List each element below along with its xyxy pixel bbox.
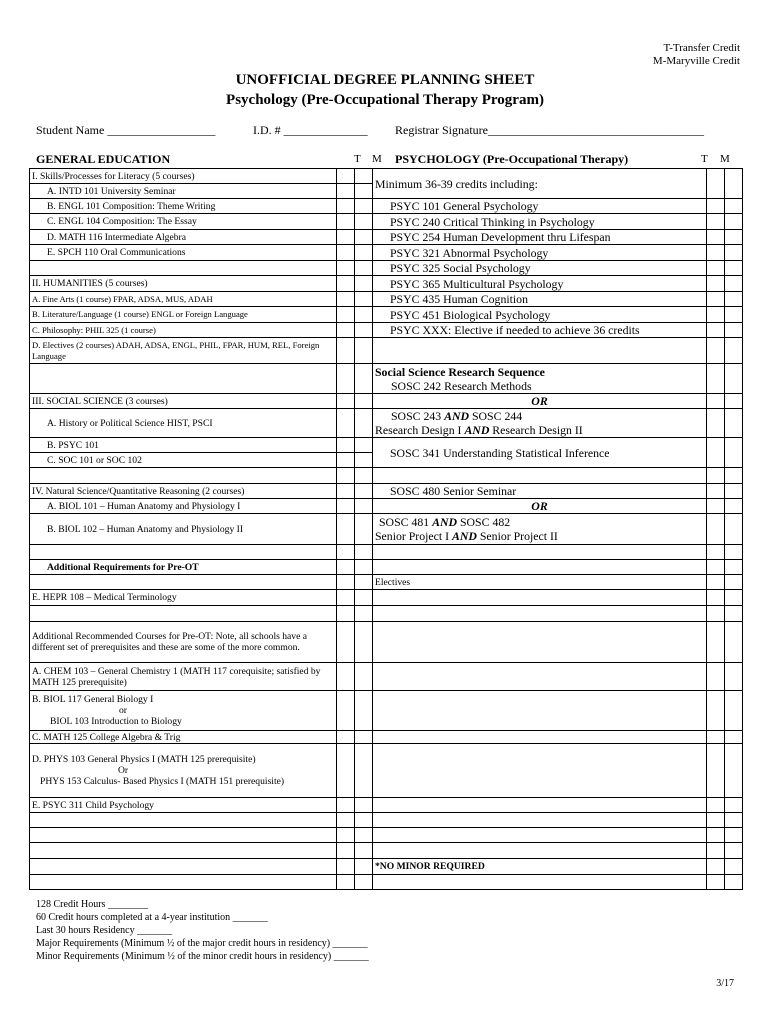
credit-legend: [653, 42, 740, 68]
psych-blank-row: [373, 560, 707, 575]
m-checkbox[interactable]: [725, 307, 743, 323]
gen-ed-row: A. History or Political Science HIST, PSCI: [30, 409, 337, 438]
sheet-title: UNOFFICIAL DEGREE PLANNING SHEET: [235, 72, 535, 88]
t-checkbox[interactable]: [337, 438, 355, 453]
m-checkbox[interactable]: [725, 214, 743, 230]
gen-ed-m-header: M: [372, 153, 382, 165]
psych-row: PSYC 435 Human Cognition: [373, 292, 707, 307]
m-checkbox[interactable]: [725, 575, 743, 590]
t-checkbox[interactable]: [707, 338, 725, 364]
t-checkbox[interactable]: [337, 292, 355, 307]
m-checkbox[interactable]: [725, 875, 743, 890]
student-name-field[interactable]: Student Name __________________: [36, 123, 216, 137]
residency-field[interactable]: Last 30 hours Residency _______: [36, 925, 173, 936]
gen-ed-row: [30, 691, 337, 731]
psych-row: [373, 364, 707, 394]
psych-blank-row: [373, 731, 707, 744]
research-methods-course: SOSC 242 Research Methods: [391, 379, 532, 393]
or-label: OR: [373, 394, 707, 409]
t-checkbox[interactable]: [707, 691, 725, 731]
psych-blank-row: [373, 338, 707, 364]
t-checkbox[interactable]: [337, 828, 355, 843]
t-checkbox[interactable]: [707, 590, 725, 606]
gen-ed-blank-row: [30, 828, 337, 843]
m-checkbox[interactable]: [355, 575, 373, 590]
psych-row: PSYC XXX: Elective if needed to achieve 36 credits: [373, 323, 707, 338]
gen-ed-header: GENERAL EDUCATION: [36, 152, 171, 166]
or-label: or: [119, 705, 127, 716]
t-checkbox[interactable]: [707, 409, 725, 438]
student-id-field[interactable]: I.D. # ______________: [253, 123, 368, 137]
m-checkbox[interactable]: [355, 199, 373, 214]
t-checkbox[interactable]: [337, 590, 355, 606]
m-checkbox[interactable]: [355, 590, 373, 606]
t-checkbox[interactable]: [337, 394, 355, 409]
m-checkbox[interactable]: [725, 261, 743, 276]
m-checkbox[interactable]: [355, 453, 373, 468]
credit-summary: [36, 898, 369, 963]
t-checkbox[interactable]: [337, 453, 355, 468]
gen-ed-blank-row: [30, 468, 337, 484]
psych-row: [373, 409, 707, 438]
t-checkbox[interactable]: [337, 169, 355, 184]
m-checkbox[interactable]: [725, 663, 743, 691]
t-checkbox[interactable]: [337, 875, 355, 890]
t-checkbox[interactable]: [707, 813, 725, 828]
m-checkbox[interactable]: [355, 276, 373, 292]
gen-ed-row: C. SOC 101 or SOC 102: [30, 453, 337, 468]
m-checkbox[interactable]: [725, 169, 743, 199]
legend-maryville: M-Maryville Credit: [652, 55, 740, 67]
psych-row: Minimum 36-39 credits including:: [373, 169, 707, 199]
t-checkbox[interactable]: [707, 323, 725, 338]
m-checkbox[interactable]: [355, 394, 373, 409]
psych-blank-row: [373, 843, 707, 859]
m-checkbox[interactable]: [355, 828, 373, 843]
m-checkbox[interactable]: [355, 744, 373, 798]
t-checkbox[interactable]: [707, 575, 725, 590]
t-checkbox[interactable]: [337, 484, 355, 499]
biol-117-course: B. BIOL 117 General Biology I: [32, 694, 154, 705]
gen-ed-row: II. HUMANITIES (5 courses): [30, 276, 337, 292]
m-checkbox[interactable]: [355, 499, 373, 514]
m-checkbox[interactable]: [355, 214, 373, 230]
psych-blank-row: [373, 545, 707, 560]
m-checkbox[interactable]: [725, 409, 743, 438]
m-checkbox[interactable]: [355, 292, 373, 307]
t-checkbox[interactable]: [707, 468, 725, 484]
no-minor-note: *NO MINOR REQUIRED: [373, 859, 707, 875]
m-checkbox[interactable]: [725, 338, 743, 364]
m-checkbox[interactable]: [725, 499, 743, 514]
t-checkbox[interactable]: [707, 261, 725, 276]
t-checkbox[interactable]: [337, 731, 355, 744]
gen-ed-row: E. PSYC 311 Child Psychology: [30, 798, 337, 813]
t-checkbox[interactable]: [707, 276, 725, 292]
m-checkbox[interactable]: [355, 545, 373, 560]
total-credit-hours-field[interactable]: 128 Credit Hours ________: [36, 899, 148, 910]
recommended-courses-note: Additional Recommended Courses for Pre-OT: Note, all schools have a different set of prerequisites and these are some of the more common.: [30, 622, 337, 663]
gen-ed-row: D. Electives (2 courses) ADAH, ADSA, ENGL, PHIL, FPAR, HUM, REL, Foreign Language: [30, 338, 337, 364]
t-checkbox[interactable]: [707, 622, 725, 663]
t-checkbox[interactable]: [337, 245, 355, 261]
m-checkbox[interactable]: [355, 622, 373, 663]
m-checkbox[interactable]: [355, 663, 373, 691]
m-checkbox[interactable]: [725, 364, 743, 394]
phys-153-course: PHYS 153 Calculus- Based Physics I (MATH 151 prerequisite): [40, 776, 285, 787]
m-checkbox[interactable]: [725, 292, 743, 307]
m-checkbox[interactable]: [355, 606, 373, 622]
psych-t-header: T: [701, 153, 708, 165]
psych-row: PSYC 101 General Psychology: [373, 199, 707, 214]
psych-row: [373, 514, 707, 545]
biol-103-course: BIOL 103 Introduction to Biology: [50, 716, 182, 727]
t-checkbox[interactable]: [337, 606, 355, 622]
gen-ed-row: [30, 744, 337, 798]
t-checkbox[interactable]: [337, 261, 355, 276]
t-checkbox[interactable]: [707, 798, 725, 813]
m-checkbox[interactable]: [725, 859, 743, 875]
electives-row: Electives: [373, 575, 707, 590]
t-checkbox[interactable]: [707, 744, 725, 798]
gen-ed-blank-row: [30, 364, 337, 394]
psych-header: PSYCHOLOGY (Pre-Occupational Therapy): [395, 152, 629, 166]
t-checkbox[interactable]: [337, 409, 355, 438]
senior-project-courses: SOSC 481 AND SOSC 482: [379, 515, 511, 529]
t-checkbox[interactable]: [337, 859, 355, 875]
gen-ed-blank-row: [30, 606, 337, 622]
t-checkbox[interactable]: [337, 199, 355, 214]
gen-ed-blank-row: [30, 545, 337, 560]
gen-ed-row: E. SPCH 110 Oral Communications: [30, 245, 337, 261]
psych-blank-row: [373, 813, 707, 828]
gen-ed-row: A. INTD 101 University Seminar: [30, 184, 337, 199]
research-design-titles: Research Design I AND Research Design II: [375, 423, 583, 437]
t-checkbox[interactable]: [337, 798, 355, 813]
t-checkbox[interactable]: [707, 545, 725, 560]
m-checkbox[interactable]: [725, 731, 743, 744]
t-checkbox[interactable]: [707, 606, 725, 622]
m-checkbox[interactable]: [725, 545, 743, 560]
m-checkbox[interactable]: [725, 622, 743, 663]
psych-m-header: M: [720, 153, 730, 165]
t-checkbox[interactable]: [707, 307, 725, 323]
gen-ed-row: C. ENGL 104 Composition: The Essay: [30, 214, 337, 230]
m-checkbox[interactable]: [725, 199, 743, 214]
psych-blank-row: [373, 744, 707, 798]
gen-ed-row: A. Fine Arts (1 course) FPAR, ADSA, MUS, ADAH: [30, 292, 337, 307]
t-checkbox[interactable]: [707, 292, 725, 307]
t-checkbox[interactable]: [337, 323, 355, 338]
gen-ed-blank-row: [30, 261, 337, 276]
m-checkbox[interactable]: [725, 484, 743, 499]
m-checkbox[interactable]: [355, 468, 373, 484]
m-checkbox[interactable]: [355, 338, 373, 364]
or-label: Or: [117, 765, 129, 776]
t-checkbox[interactable]: [337, 813, 355, 828]
senior-project-titles: Senior Project I AND Senior Project II: [375, 529, 558, 543]
t-checkbox[interactable]: [707, 843, 725, 859]
gen-ed-blank-row: [30, 813, 337, 828]
psych-blank-row: [373, 606, 707, 622]
psych-blank-row: [373, 798, 707, 813]
psych-row: PSYC 254 Human Development thru Lifespan: [373, 230, 707, 245]
gen-ed-row: A. CHEM 103 – General Chemistry 1 (MATH 117 corequisite; satisfied by MATH 125 prerequisite): [30, 663, 337, 691]
m-checkbox[interactable]: [355, 307, 373, 323]
m-checkbox[interactable]: [355, 560, 373, 575]
m-checkbox[interactable]: [355, 409, 373, 438]
t-checkbox[interactable]: [337, 307, 355, 323]
gen-ed-row: B. Literature/Language (1 course) ENGL or Foreign Language: [30, 307, 337, 323]
psych-blank-row: [373, 828, 707, 843]
t-checkbox[interactable]: [707, 828, 725, 843]
gen-ed-row: A. BIOL 101 – Human Anatomy and Physiology I: [30, 499, 337, 514]
m-checkbox[interactable]: [725, 394, 743, 409]
m-checkbox[interactable]: [725, 744, 743, 798]
psych-blank-row: [373, 691, 707, 731]
t-checkbox[interactable]: [337, 560, 355, 575]
t-checkbox[interactable]: [337, 230, 355, 245]
page-number: 3/17: [716, 978, 734, 989]
gen-ed-row: D. MATH 116 Intermediate Algebra: [30, 230, 337, 245]
gen-ed-row: B. PSYC 101: [30, 438, 337, 453]
registrar-signature-field[interactable]: Registrar Signature____________________________________: [395, 123, 704, 137]
t-checkbox[interactable]: [337, 514, 355, 545]
t-checkbox[interactable]: [337, 184, 355, 199]
t-checkbox[interactable]: [707, 499, 725, 514]
t-checkbox[interactable]: [707, 230, 725, 245]
t-checkbox[interactable]: [337, 276, 355, 292]
gen-ed-row: B. BIOL 102 – Human Anatomy and Physiology II: [30, 514, 337, 545]
t-checkbox[interactable]: [707, 245, 725, 261]
m-checkbox[interactable]: [725, 323, 743, 338]
psych-row: PSYC 240 Critical Thinking in Psychology: [373, 214, 707, 230]
psych-row: SOSC 341 Understanding Statistical Inference: [373, 438, 707, 468]
m-checkbox[interactable]: [725, 438, 743, 468]
t-checkbox[interactable]: [707, 199, 725, 214]
psych-blank-row: [373, 590, 707, 606]
m-checkbox[interactable]: [725, 230, 743, 245]
t-checkbox[interactable]: [707, 875, 725, 890]
t-checkbox[interactable]: [707, 731, 725, 744]
psych-blank-row: [373, 663, 707, 691]
t-checkbox[interactable]: [707, 663, 725, 691]
m-checkbox[interactable]: [725, 276, 743, 292]
planning-grid: [29, 168, 743, 890]
m-checkbox[interactable]: [355, 184, 373, 199]
m-checkbox[interactable]: [725, 813, 743, 828]
m-checkbox[interactable]: [355, 364, 373, 394]
m-checkbox[interactable]: [355, 691, 373, 731]
gen-ed-row: IV. Natural Science/Quantitative Reasoning (2 courses): [30, 484, 337, 499]
psych-blank-row: [373, 622, 707, 663]
t-checkbox[interactable]: [337, 663, 355, 691]
gen-ed-row: III. SOCIAL SCIENCE (3 courses): [30, 394, 337, 409]
psych-blank-row: [373, 468, 707, 484]
gen-ed-row: C. Philosophy: PHIL 325 (1 course): [30, 323, 337, 338]
m-checkbox[interactable]: [355, 169, 373, 184]
t-checkbox[interactable]: [337, 744, 355, 798]
m-checkbox[interactable]: [355, 261, 373, 276]
legend-transfer: T-Transfer Credit: [663, 42, 740, 54]
m-checkbox[interactable]: [355, 731, 373, 744]
t-checkbox[interactable]: [707, 560, 725, 575]
t-checkbox[interactable]: [337, 843, 355, 859]
t-checkbox[interactable]: [707, 169, 725, 199]
psych-row: PSYC 325 Social Psychology: [373, 261, 707, 276]
gen-ed-blank-row: [30, 875, 337, 890]
m-checkbox[interactable]: [725, 245, 743, 261]
sheet-subtitle: Psychology (Pre-Occupational Therapy Program): [226, 92, 544, 108]
m-checkbox[interactable]: [725, 828, 743, 843]
m-checkbox[interactable]: [355, 323, 373, 338]
m-checkbox[interactable]: [725, 843, 743, 859]
m-checkbox[interactable]: [725, 514, 743, 545]
t-checkbox[interactable]: [337, 499, 355, 514]
t-checkbox[interactable]: [707, 484, 725, 499]
gen-ed-row: E. HEPR 108 – Medical Terminology: [30, 590, 337, 606]
m-checkbox[interactable]: [725, 468, 743, 484]
gen-ed-blank-row: [30, 575, 337, 590]
t-checkbox[interactable]: [707, 394, 725, 409]
m-checkbox[interactable]: [725, 606, 743, 622]
t-checkbox[interactable]: [707, 364, 725, 394]
gen-ed-row: C. MATH 125 College Algebra & Trig: [30, 731, 337, 744]
t-checkbox[interactable]: [337, 622, 355, 663]
psych-row: SOSC 480 Senior Seminar: [373, 484, 707, 499]
m-checkbox[interactable]: [355, 230, 373, 245]
gen-ed-row: I. Skills/Processes for Literacy (5 courses): [30, 169, 337, 184]
gen-ed-row: B. ENGL 101 Composition: Theme Writing: [30, 199, 337, 214]
or-label: OR: [373, 499, 707, 514]
m-checkbox[interactable]: [725, 691, 743, 731]
t-checkbox[interactable]: [337, 545, 355, 560]
t-checkbox[interactable]: [337, 338, 355, 364]
m-checkbox[interactable]: [355, 438, 373, 453]
m-checkbox[interactable]: [725, 560, 743, 575]
t-checkbox[interactable]: [707, 214, 725, 230]
m-checkbox[interactable]: [355, 514, 373, 545]
t-checkbox[interactable]: [337, 468, 355, 484]
t-checkbox[interactable]: [337, 364, 355, 394]
gen-ed-blank-row: [30, 859, 337, 875]
m-checkbox[interactable]: [355, 813, 373, 828]
minor-residency-field[interactable]: Minor Requirements (Minimum ½ of the minor credit hours in residency) _______: [36, 951, 369, 962]
gen-ed-t-header: T: [354, 153, 361, 165]
m-checkbox[interactable]: [725, 590, 743, 606]
research-sequence-heading: Social Science Research Sequence: [375, 365, 545, 379]
additional-requirements-heading: Additional Requirements for Pre-OT: [30, 560, 337, 575]
t-checkbox[interactable]: [337, 575, 355, 590]
psych-row: PSYC 451 Biological Psychology: [373, 307, 707, 323]
m-checkbox[interactable]: [355, 798, 373, 813]
t-checkbox[interactable]: [707, 438, 725, 468]
t-checkbox[interactable]: [337, 691, 355, 731]
t-checkbox[interactable]: [707, 514, 725, 545]
research-design-courses: SOSC 243 AND SOSC 244: [391, 409, 523, 423]
t-checkbox[interactable]: [707, 859, 725, 875]
m-checkbox[interactable]: [355, 245, 373, 261]
psych-row: PSYC 321 Abnormal Psychology: [373, 245, 707, 261]
m-checkbox[interactable]: [355, 843, 373, 859]
major-residency-field[interactable]: Major Requirements (Minimum ½ of the major credit hours in residency) _______: [36, 938, 368, 949]
m-checkbox[interactable]: [725, 798, 743, 813]
four-year-credit-field[interactable]: 60 Credit hours completed at a 4-year institution _______: [36, 912, 268, 923]
m-checkbox[interactable]: [355, 875, 373, 890]
t-checkbox[interactable]: [337, 214, 355, 230]
m-checkbox[interactable]: [355, 484, 373, 499]
psych-row: PSYC 365 Multicultural Psychology: [373, 276, 707, 292]
gen-ed-blank-row: [30, 843, 337, 859]
m-checkbox[interactable]: [355, 859, 373, 875]
psych-blank-row: [373, 875, 707, 890]
phys-103-course: D. PHYS 103 General Physics I (MATH 125 prerequisite): [32, 754, 256, 765]
